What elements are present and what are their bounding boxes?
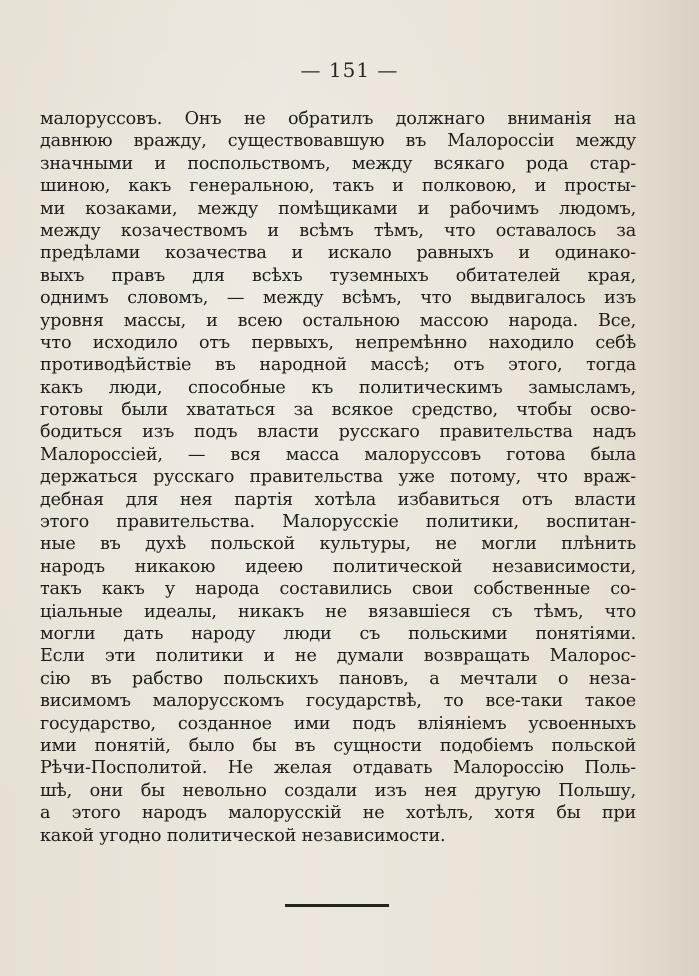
text-line: ми козаками, между помѣщиками и рабочимъ людомъ, xyxy=(40,198,636,219)
text-line: такъ какъ у народа составились свои собственные со- xyxy=(40,579,636,600)
text-line: этого правительства. Малорусскіе политики, воспитан- xyxy=(40,512,636,533)
text-line: Рѣчи-Посполитой. Не желая отдавать Малороссію Поль- xyxy=(40,758,636,779)
text-line: предѣлами козачества и искало равныхъ и одинако- xyxy=(40,243,636,264)
text-line: готовы были хвататься за всякое средство, чтобы осво- xyxy=(40,400,636,421)
text-line: Если эти политики и не думали возвращать Малорос- xyxy=(40,646,636,667)
end-rule-divider xyxy=(285,904,389,907)
text-line: какъ люди, способные къ политическимъ замысламъ, xyxy=(40,377,636,398)
text-line: между козачествомъ и всѣмъ тѣмъ, что оставалось за xyxy=(40,220,636,241)
text-line: малоруссовъ. Онъ не обратилъ должнаго вниманія на xyxy=(40,109,636,129)
text-line: противодѣйствіе въ народной массѣ; отъ этого, тогда xyxy=(40,355,636,376)
text-line: шѣ, они бы невольно создали изъ нея другую Польшу, xyxy=(40,780,636,801)
text-line: народъ никакою идеею политической независимости, xyxy=(40,556,636,577)
text-line: значными и поспольствомъ, между всякаго рода стар- xyxy=(40,153,636,174)
text-line: держаться русскаго правительства уже потому, что враж- xyxy=(40,467,636,488)
text-line: дебная для нея партія хотѣла избавиться отъ власти xyxy=(40,489,636,510)
text-line: ціальные идеалы, никакъ не вязавшіеся съ тѣмъ, что xyxy=(40,601,636,622)
body-text xyxy=(40,108,636,847)
text-line: государство, созданное ими подъ вліяніемъ усвоенныхъ xyxy=(40,713,636,734)
text-line: выхъ правъ для всѣхъ туземныхъ обитателей края, xyxy=(40,265,636,286)
text-line: уровня массы, и всею остальною массою народа. Все, xyxy=(40,310,636,331)
text-line: ные въ духѣ польской культуры, не могли плѣнить xyxy=(40,534,636,555)
text-line: что исходило отъ первыхъ, непремѣнно находило себѣ xyxy=(40,332,636,353)
text-line: висимомъ малорусскомъ государствѣ, то все-таки такое xyxy=(40,691,636,712)
text-line: какой угодно политической независимости. xyxy=(40,825,446,846)
text-line: бодиться изъ подъ власти русскаго правительства надъ xyxy=(40,422,636,443)
text-line: а этого народъ малорусскій не хотѣлъ, хотя бы при xyxy=(40,803,636,824)
text-line: давнюю вражду, существовавшую въ Малороссіи между xyxy=(40,131,636,152)
text-line: однимъ словомъ, — между всѣмъ, что выдвигалось изъ xyxy=(40,288,636,309)
page-number: — 151 — xyxy=(300,58,399,82)
text-line: могли дать народу люди съ польскими понятіями. xyxy=(40,623,636,644)
text-line: ими понятій, было бы въ сущности подобіемъ польской xyxy=(40,735,636,756)
text-line: Малороссіей, — вся масса малоруссовъ готова была xyxy=(40,444,636,465)
text-line: шиною, какъ генеральною, такъ и полковою, и просты- xyxy=(40,176,636,197)
text-line: сію въ рабство польскихъ пановъ, а мечтали о неза- xyxy=(40,668,636,689)
